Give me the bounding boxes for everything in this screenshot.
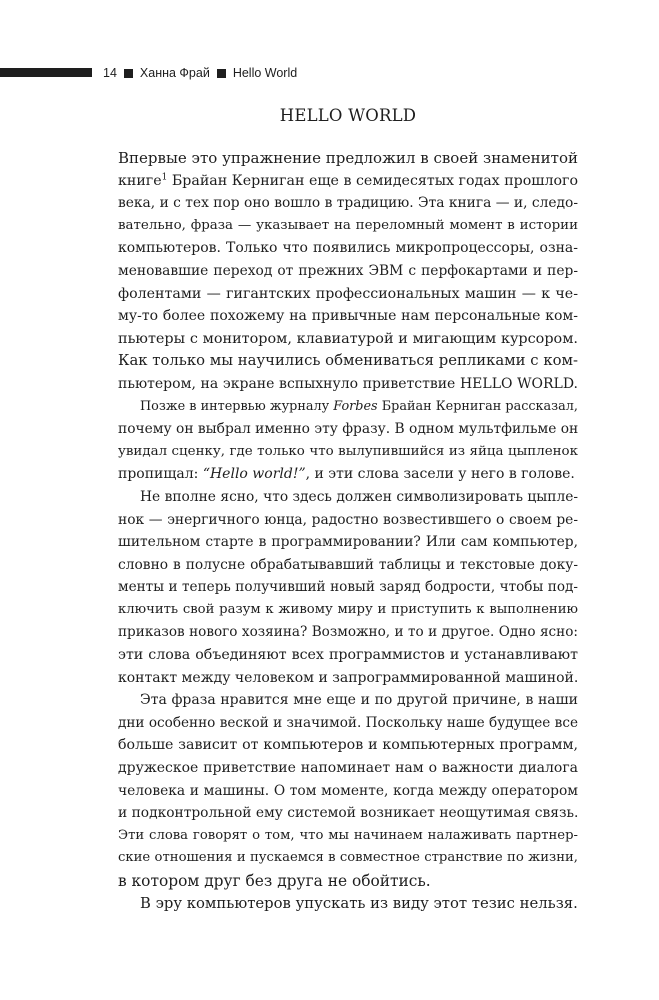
text-line: шительном старте в программировании? Или сам компьютер, — [118, 534, 578, 551]
header-rule-bar — [0, 68, 92, 77]
paragraph-2 — [118, 396, 578, 486]
text-line: компьютеров. Только что появились микропроцессоры, озна- — [118, 240, 578, 257]
text-line: приказов нового хозяина? Возможно, и то и другое. Одно ясно: — [118, 624, 578, 641]
magazine-name: Forbes — [333, 398, 378, 414]
text-line: дружеское приветствие напоминает нам о важности диалога — [118, 760, 578, 777]
page-number: 14 — [103, 66, 117, 80]
text-line: нок — энергичного юнца, радостно возвестившего о своем ре- — [118, 511, 578, 528]
text-line: Впервые это упражнение предложил в своей знаменитой — [118, 149, 578, 167]
body-text — [118, 147, 578, 915]
text-line: словно в полусне обрабатывавший таблицы и текстовые доку- — [118, 556, 578, 573]
text-line: больше зависит от компьютеров и компьютерных программ, — [118, 737, 578, 754]
text-line: века, и с тех пор оно вошло в традицию. Эта книга — и, следо- — [118, 195, 578, 212]
text-line: и подконтрольной ему системой возникает неощутимая связь. — [118, 805, 578, 822]
text-line: увидал сценку, где только что вылупившийся из яйца цыпленок — [118, 443, 578, 459]
text-line: пьютеры с монитором, клавиатурой и мигающим курсором. — [118, 330, 578, 347]
text-line: вательно, фраза — указывает на переломный момент в истории — [118, 217, 578, 233]
text-line: му-то более похожему на привычные нам персональные ком- — [118, 308, 578, 325]
running-head-book-title: Hello World — [232, 66, 298, 80]
running-head — [103, 64, 297, 82]
running-head-author: Ханна Фрай — [139, 66, 210, 80]
text-line: Эта фраза нравится мне еще и по другой причине, в наши — [140, 692, 578, 709]
text-line: Позже в интервью журналу Forbes Брайан Керниган рассказал, — [140, 398, 578, 414]
paragraph-4 — [118, 689, 578, 892]
text-line: пропищал: “Hello world!”, и эти слова засели у него в голове. — [118, 466, 575, 483]
text-line: пьютером, на экране вспыхнуло приветствие HELLO WORLD. — [118, 375, 578, 392]
text-line: книге$^1$ Брайан Керниган еще в семидесятых годах прошлого — [118, 171, 578, 189]
paragraph-1 — [118, 147, 578, 396]
chapter-title: HELLO WORLD — [279, 106, 417, 125]
text-line: ские отношения и пускаемся в совместное странствие по жизни, — [118, 850, 578, 866]
text-line: В эру компьютеров упускать из виду этот тезис нельзя. — [140, 894, 578, 912]
text-line: человека и машины. О том моменте, когда между оператором — [118, 782, 578, 799]
text-line: контакт между человеком и запрограммированной машиной. — [118, 669, 578, 686]
text-line: фолентами — гигантских профессиональных машин — к че- — [118, 285, 578, 302]
paragraph-3 — [118, 486, 578, 689]
text-line: эти слова объединяют всех программистов и устанавливают — [118, 647, 578, 664]
separator-square-icon — [217, 69, 226, 78]
text-line: дни особенно веской и значимой. Поскольку наше будущее все — [118, 714, 578, 731]
separator-square-icon — [124, 69, 133, 78]
text-line: менты и теперь получивший новый заряд бодрости, чтобы под- — [118, 579, 578, 596]
text-line: Эти слова говорят о том, что мы начинаем налаживать партнер- — [118, 827, 578, 843]
text-line: ключить свой разум к живому миру и приступить к выполнению — [118, 601, 578, 617]
quote-hello-world: “Hello world!” — [202, 466, 306, 483]
text-line: Не вполне ясно, что здесь должен символизировать цыпле- — [140, 488, 578, 505]
paragraph-5 — [118, 893, 578, 916]
text-line: в котором друг без друга не обойтись. — [118, 872, 431, 890]
text-line: меновавшие переход от прежних ЭВМ с перфокартами и пер- — [118, 262, 578, 279]
footnote-mark[interactable]: 1 — [161, 171, 168, 182]
text-line: Как только мы научились обмениваться репликами с ком- — [118, 352, 578, 370]
text-line: почему он выбрал именно эту фразу. В одном мультфильме он — [118, 421, 578, 438]
